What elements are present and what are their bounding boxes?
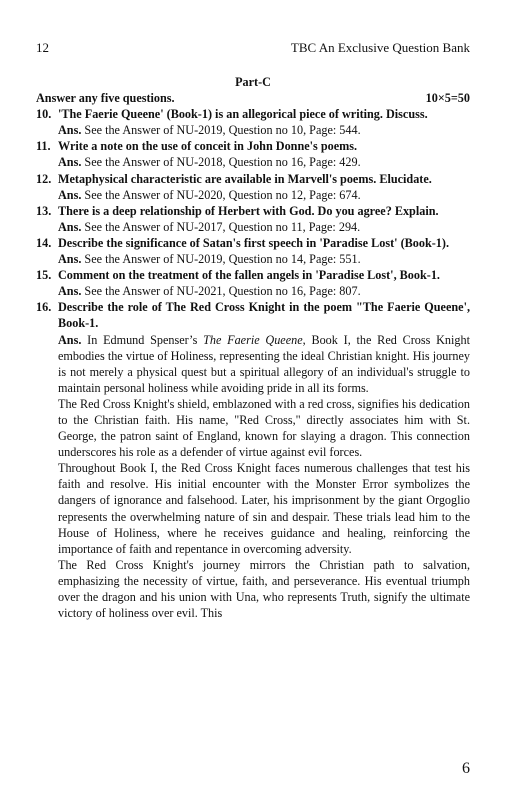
answer-16-paragraph-2: The Red Cross Knight's shield, emblazoned with a red cross, signifies his dedication to the Christian faith. His name, "Red Cross," directly associates him with St. George, the patron saint of England, known for slaying a dragon. This connection underscores his role as a defender of virtue against evil forces.	[58, 396, 470, 460]
question-number: 10.	[36, 107, 52, 122]
answer-label: Ans.	[58, 155, 82, 170]
question-text: Describe the significance of Satan's first speech in 'Paradise Lost' (Book-1).	[58, 235, 449, 250]
sheet-number: 6	[462, 760, 470, 777]
work-title: The Faerie Queene	[203, 332, 303, 347]
question-16	[36, 299, 470, 331]
answer-text: , Book I, the Red Cross Knight embodies the virtue of Holiness, representing the ideal Christian knight. His journey is not merely a physical quest but a spiritual allegory of an individual's struggle to maintain personal holiness while avoiding pride in all its forms.	[58, 332, 470, 395]
answer-label: Ans.	[58, 123, 82, 138]
page-content	[36, 74, 470, 621]
answer-12	[36, 187, 470, 203]
question-10	[36, 106, 470, 122]
marks-distribution: 10×5=50	[425, 91, 470, 106]
question-text: Describe the role of The Red Cross Knight in the poem "The Faerie Queene', Book-1.	[58, 300, 470, 331]
question-text: Write a note on the use of conceit in John Donne's poems.	[58, 139, 358, 154]
answer-text: See the Answer of NU-2019, Question no 14, Page: 551.	[81, 252, 361, 267]
section-title: Part-C	[235, 75, 271, 89]
answer-text: See the Answer of NU-2020, Question no 12, Page: 674.	[81, 187, 361, 202]
question-number: 11.	[36, 139, 51, 154]
instruction-text: Answer any five questions.	[36, 91, 175, 106]
question-number: 15.	[36, 268, 52, 283]
question-13	[36, 203, 470, 219]
question-11	[36, 138, 470, 154]
question-number: 13.	[36, 203, 52, 218]
section-instruction	[36, 90, 470, 106]
question-14	[36, 235, 470, 251]
answer-text: See the Answer of NU-2021, Question no 16, Page: 807.	[81, 284, 361, 299]
answer-11	[36, 154, 470, 170]
answer-label: Ans.	[58, 252, 82, 267]
answer-text: See the Answer of NU-2018, Question no 16, Page: 429.	[81, 155, 361, 170]
answer-label: Ans.	[58, 219, 82, 234]
answer-14	[36, 251, 470, 267]
answer-13	[36, 219, 470, 235]
answer-16-paragraph-3: Throughout Book I, the Red Cross Knight faces numerous challenges that test his faith and resolve. His initial encounter with the Monster Error symbolizes the dangers of ignorance and falsehood. Later, his imprisonment by the giant Orgoglio represents the overwhelming nature of sin and despair. These trials lead him to the House of Holiness, where he receives guidance and healing, reinforcing the importance of faith and repentance in overcoming adversity.	[58, 461, 470, 556]
question-12	[36, 171, 470, 187]
answer-label: Ans.	[58, 332, 82, 347]
question-number: 12.	[36, 171, 52, 186]
answer-label: Ans.	[58, 284, 82, 299]
question-text: Comment on the treatment of the fallen angels in 'Paradise Lost', Book-1.	[58, 268, 440, 283]
page-number: 12	[36, 40, 49, 55]
answer-text: In Edmund Spenser’s	[81, 332, 204, 347]
question-15	[36, 267, 470, 283]
question-number: 16.	[36, 300, 52, 315]
question-text: There is a deep relationship of Herbert with God. Do you agree? Explain.	[58, 203, 439, 218]
answer-16-paragraph-4: The Red Cross Knight's journey mirrors the Christian path to salvation, emphasizing the necessity of virtue, faith, and perseverance. His eventual triumph over the dragon and his union with Una, who represents Truth, signify the ultimate victory of holiness over evil. This	[58, 557, 470, 621]
answer-15	[36, 283, 470, 299]
book-title: TBC An Exclusive Question Bank	[290, 40, 470, 55]
question-number: 14.	[36, 235, 52, 250]
answer-text: See the Answer of NU-2019, Question no 10, Page: 544.	[81, 123, 361, 138]
answer-16-intro	[36, 332, 470, 396]
answer-text: See the Answer of NU-2017, Question no 11, Page: 294.	[81, 219, 361, 234]
answer-10	[36, 122, 470, 138]
question-text: 'The Faerie Queene' (Book-1) is an allegorical piece of writing. Discuss.	[58, 107, 428, 122]
answer-label: Ans.	[58, 187, 82, 202]
page-header	[36, 40, 470, 56]
question-text: Metaphysical characteristic are available in Marvell's poems. Elucidate.	[58, 171, 432, 186]
